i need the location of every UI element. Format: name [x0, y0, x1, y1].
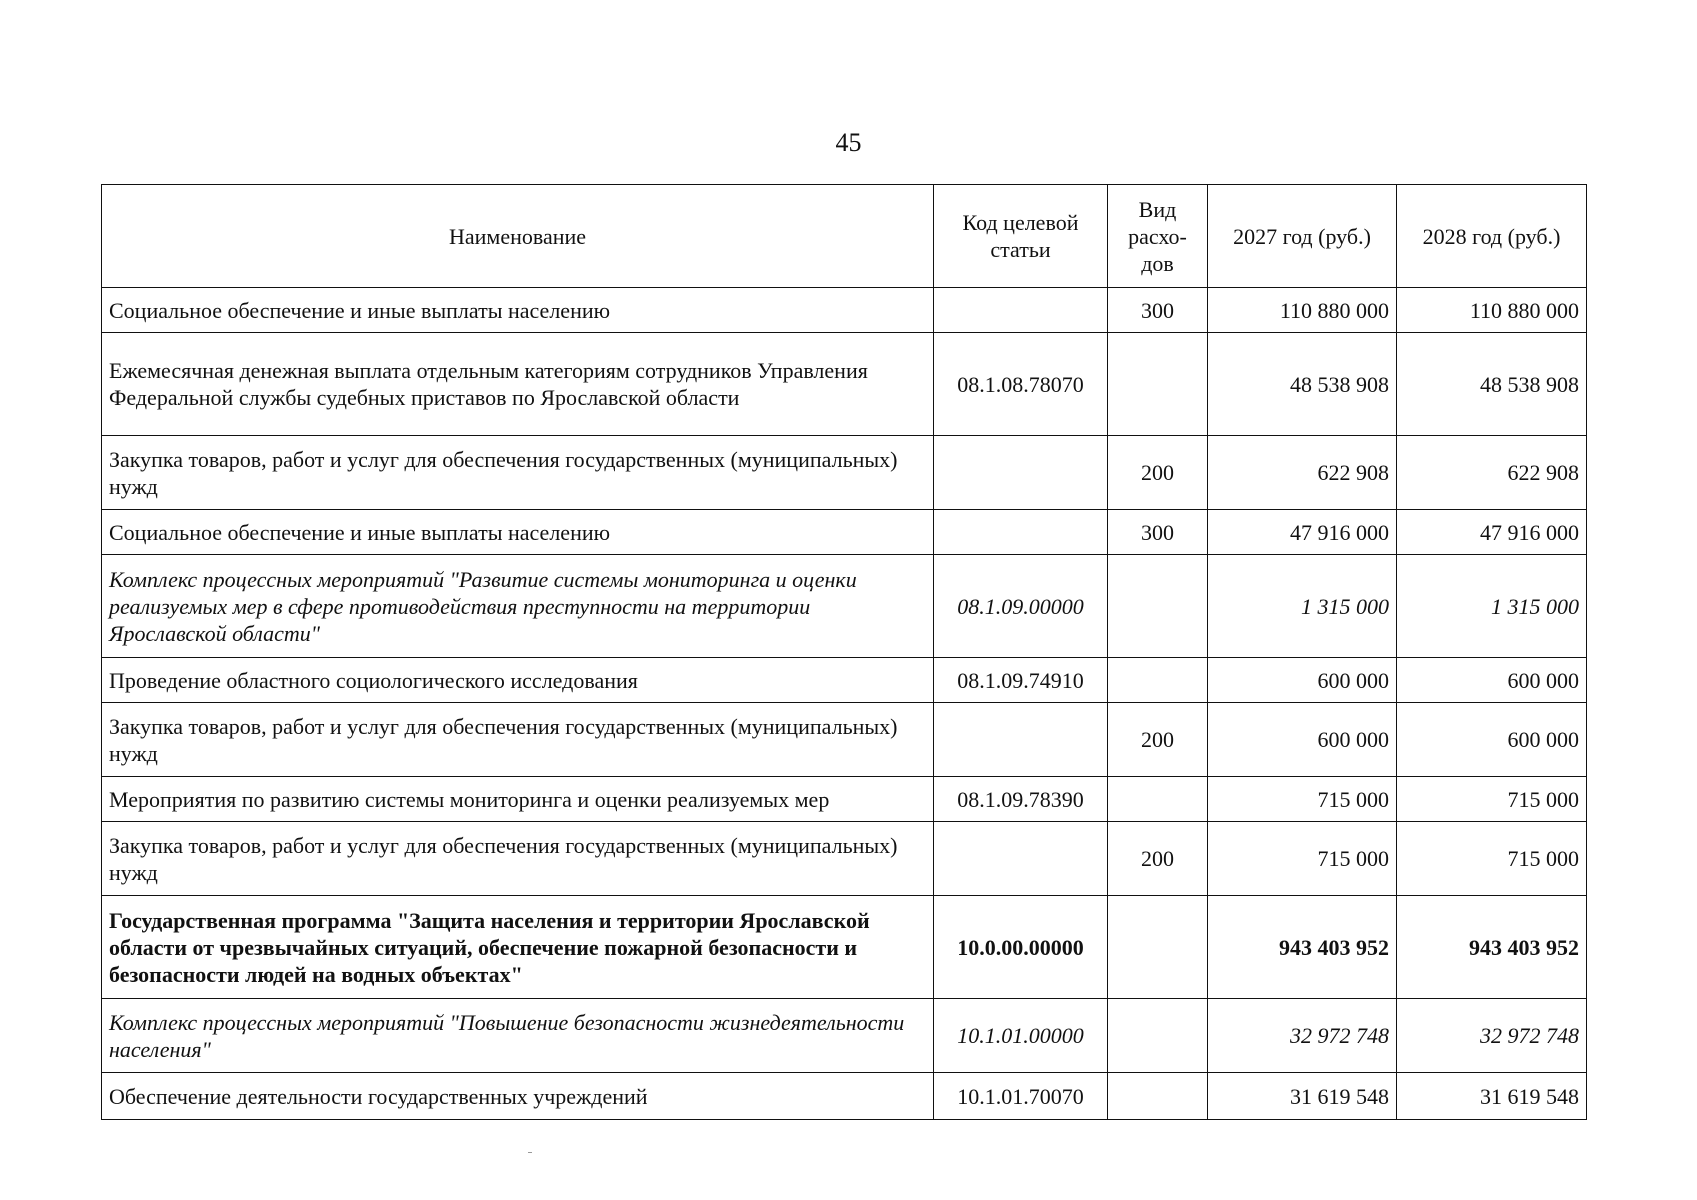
row-amount-2028-cell: 943 403 952: [1397, 896, 1587, 999]
table-row: [102, 333, 1587, 436]
table-row: [102, 777, 1587, 822]
row-amount-2028-cell: 110 880 000: [1397, 288, 1587, 333]
row-code-cell: 10.1.01.70070: [934, 1073, 1108, 1120]
row-amount-2028-cell: 47 916 000: [1397, 510, 1587, 555]
header-2027: 2027 год (руб.): [1208, 185, 1397, 288]
row-code-cell: 08.1.09.74910: [934, 658, 1108, 703]
row-name-cell: Закупка товаров, работ и услуг для обеспечения государственных (муниципальных) нужд: [102, 703, 934, 777]
row-amount-2027-cell: 47 916 000: [1208, 510, 1397, 555]
row-kind-cell: [1108, 777, 1208, 822]
row-name-cell: Закупка товаров, работ и услуг для обеспечения государственных (муниципальных) нужд: [102, 436, 934, 510]
row-amount-2027-cell: 943 403 952: [1208, 896, 1397, 999]
row-name-cell: Проведение областного социологического исследования: [102, 658, 934, 703]
row-name-cell: Комплекс процессных мероприятий "Развитие системы мониторинга и оценки реализуемых мер в сфере противодействия преступности на территории Ярославской области": [102, 555, 934, 658]
row-name-cell: Социальное обеспечение и иные выплаты населению: [102, 288, 934, 333]
row-amount-2028-cell: 715 000: [1397, 822, 1587, 896]
table-header-row: [102, 185, 1587, 288]
row-code-cell: 08.1.09.78390: [934, 777, 1108, 822]
row-amount-2028-cell: 600 000: [1397, 703, 1587, 777]
row-amount-2027-cell: 110 880 000: [1208, 288, 1397, 333]
row-kind-cell: 200: [1108, 436, 1208, 510]
table-row: [102, 436, 1587, 510]
table-row: [102, 822, 1587, 896]
row-amount-2028-cell: 715 000: [1397, 777, 1587, 822]
header-name: Наименование: [102, 185, 934, 288]
row-kind-cell: [1108, 896, 1208, 999]
row-amount-2028-cell: 31 619 548: [1397, 1073, 1587, 1120]
row-amount-2028-cell: 48 538 908: [1397, 333, 1587, 436]
table-body: [102, 288, 1587, 1120]
row-amount-2027-cell: 1 315 000: [1208, 555, 1397, 658]
scan-speck: [528, 1152, 532, 1153]
row-kind-cell: [1108, 1073, 1208, 1120]
row-kind-cell: 300: [1108, 288, 1208, 333]
table-row: [102, 999, 1587, 1073]
row-amount-2027-cell: 600 000: [1208, 703, 1397, 777]
budget-table: [101, 184, 1587, 1120]
row-name-cell: Государственная программа "Защита населения и территории Ярославской области от чрезвычайных ситуаций, обеспечение пожарной безопасности и безопасности людей на водных объектах": [102, 896, 934, 999]
header-code: Код целевой статьи: [934, 185, 1108, 288]
table-row: [102, 510, 1587, 555]
row-code-cell: [934, 436, 1108, 510]
row-amount-2028-cell: 622 908: [1397, 436, 1587, 510]
row-amount-2028-cell: 32 972 748: [1397, 999, 1587, 1073]
header-2028: 2028 год (руб.): [1397, 185, 1587, 288]
row-name-cell: Ежемесячная денежная выплата отдельным категориям сотрудников Управления Федеральной службы судебных приставов по Ярославской области: [102, 333, 934, 436]
table-row: [102, 555, 1587, 658]
row-name-cell: Обеспечение деятельности государственных учреждений: [102, 1073, 934, 1120]
row-code-cell: 10.1.01.00000: [934, 999, 1108, 1073]
row-code-cell: 10.0.00.00000: [934, 896, 1108, 999]
row-code-cell: [934, 703, 1108, 777]
row-kind-cell: 200: [1108, 822, 1208, 896]
row-amount-2027-cell: 48 538 908: [1208, 333, 1397, 436]
row-amount-2027-cell: 31 619 548: [1208, 1073, 1397, 1120]
table-row: [102, 288, 1587, 333]
table-row: [102, 658, 1587, 703]
row-code-cell: [934, 822, 1108, 896]
row-name-cell: Закупка товаров, работ и услуг для обеспечения государственных (муниципальных) нужд: [102, 822, 934, 896]
row-amount-2028-cell: 600 000: [1397, 658, 1587, 703]
table-row: [102, 896, 1587, 999]
row-kind-cell: 300: [1108, 510, 1208, 555]
row-kind-cell: [1108, 658, 1208, 703]
table-row: [102, 703, 1587, 777]
header-kind: Вид расхо-дов: [1108, 185, 1208, 288]
row-code-cell: 08.1.09.00000: [934, 555, 1108, 658]
row-name-cell: Комплекс процессных мероприятий "Повышение безопасности жизнедеятельности населения": [102, 999, 934, 1073]
row-code-cell: [934, 510, 1108, 555]
row-amount-2028-cell: 1 315 000: [1397, 555, 1587, 658]
row-code-cell: [934, 288, 1108, 333]
row-name-cell: Социальное обеспечение и иные выплаты населению: [102, 510, 934, 555]
row-kind-cell: [1108, 333, 1208, 436]
row-kind-cell: [1108, 999, 1208, 1073]
row-code-cell: 08.1.08.78070: [934, 333, 1108, 436]
row-name-cell: Мероприятия по развитию системы мониторинга и оценки реализуемых мер: [102, 777, 934, 822]
row-kind-cell: 200: [1108, 703, 1208, 777]
row-kind-cell: [1108, 555, 1208, 658]
table-row: [102, 1073, 1587, 1120]
row-amount-2027-cell: 715 000: [1208, 822, 1397, 896]
row-amount-2027-cell: 715 000: [1208, 777, 1397, 822]
row-amount-2027-cell: 622 908: [1208, 436, 1397, 510]
row-amount-2027-cell: 600 000: [1208, 658, 1397, 703]
page-number: 45: [835, 128, 862, 157]
row-amount-2027-cell: 32 972 748: [1208, 999, 1397, 1073]
